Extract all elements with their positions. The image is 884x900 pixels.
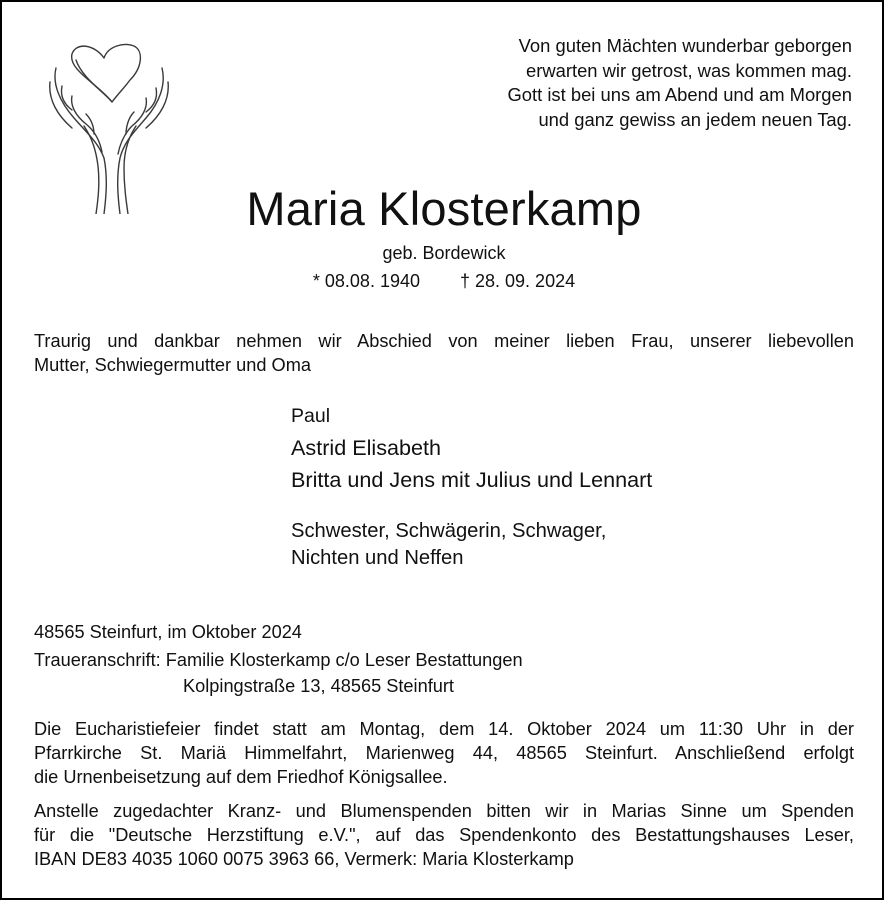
mourner-child: Britta und Jens mit Julius und Lennart xyxy=(291,467,653,492)
place-date: 48565 Steinfurt, im Oktober 2024 xyxy=(34,622,302,642)
death-date: † 28. 09. 2024 xyxy=(460,271,576,291)
mourners-list xyxy=(291,402,851,572)
intro-line: Traurig und dankbar nehmen wir Abschied von meiner lieben Frau, unserer liebevollen xyxy=(34,331,854,351)
donation-line: IBAN DE83 4035 1060 0075 3963 66, Vermerk: Maria Klosterkamp xyxy=(34,849,574,869)
poem xyxy=(432,34,852,132)
mourning-address xyxy=(34,647,523,699)
maiden-name: geb. Bordewick xyxy=(382,243,506,263)
poem-line: Gott ist bei uns am Abend und am Morgen xyxy=(507,84,852,106)
poem-line: Von guten Mächten wunderbar geborgen xyxy=(518,35,852,56)
birth-date: * 08.08. 1940 xyxy=(312,271,420,291)
intro-text xyxy=(34,329,854,377)
deceased-name: Maria Klosterkamp xyxy=(246,182,642,235)
mourning-address-line: Traueranschrift: Familie Klosterkamp c/o Leser Bestattungen xyxy=(34,650,523,670)
service-line: Pfarrkirche St. Mariä Himmelfahrt, Marienweg 44, 48565 Steinfurt. Anschließend erfolgt xyxy=(34,743,854,763)
donation-info xyxy=(34,799,854,871)
donation-line: für die "Deutsche Herzstiftung e.V.", auf das Spendenkonto des Bestattungshauses Leser, xyxy=(34,825,854,845)
mourning-address-line: Kolpingstraße 13, 48565 Steinfurt xyxy=(183,676,454,696)
service-info xyxy=(34,717,854,789)
service-line: Die Eucharistiefeier findet statt am Montag, dem 14. Oktober 2024 um 11:30 Uhr in der xyxy=(34,719,854,739)
mourner-relatives: Nichten und Neffen xyxy=(291,547,464,569)
poem-line: erwarten wir getrost, was kommen mag. xyxy=(525,59,852,81)
mourner-spouse: Paul xyxy=(291,405,331,427)
poem-line: und ganz gewiss an jedem neuen Tag. xyxy=(538,108,852,130)
mourner-child: Astrid Elisabeth xyxy=(291,435,442,460)
donation-line: Anstelle zugedachter Kranz- und Blumenspenden bitten wir in Marias Sinne um Spenden xyxy=(34,801,854,821)
intro-line: Mutter, Schwiegermutter und Oma xyxy=(34,355,311,375)
life-dates xyxy=(2,269,884,293)
service-line: die Urnenbeisetzung auf dem Friedhof Königsallee. xyxy=(34,767,448,787)
mourner-relatives: Schwester, Schwägerin, Schwager, xyxy=(291,520,607,542)
